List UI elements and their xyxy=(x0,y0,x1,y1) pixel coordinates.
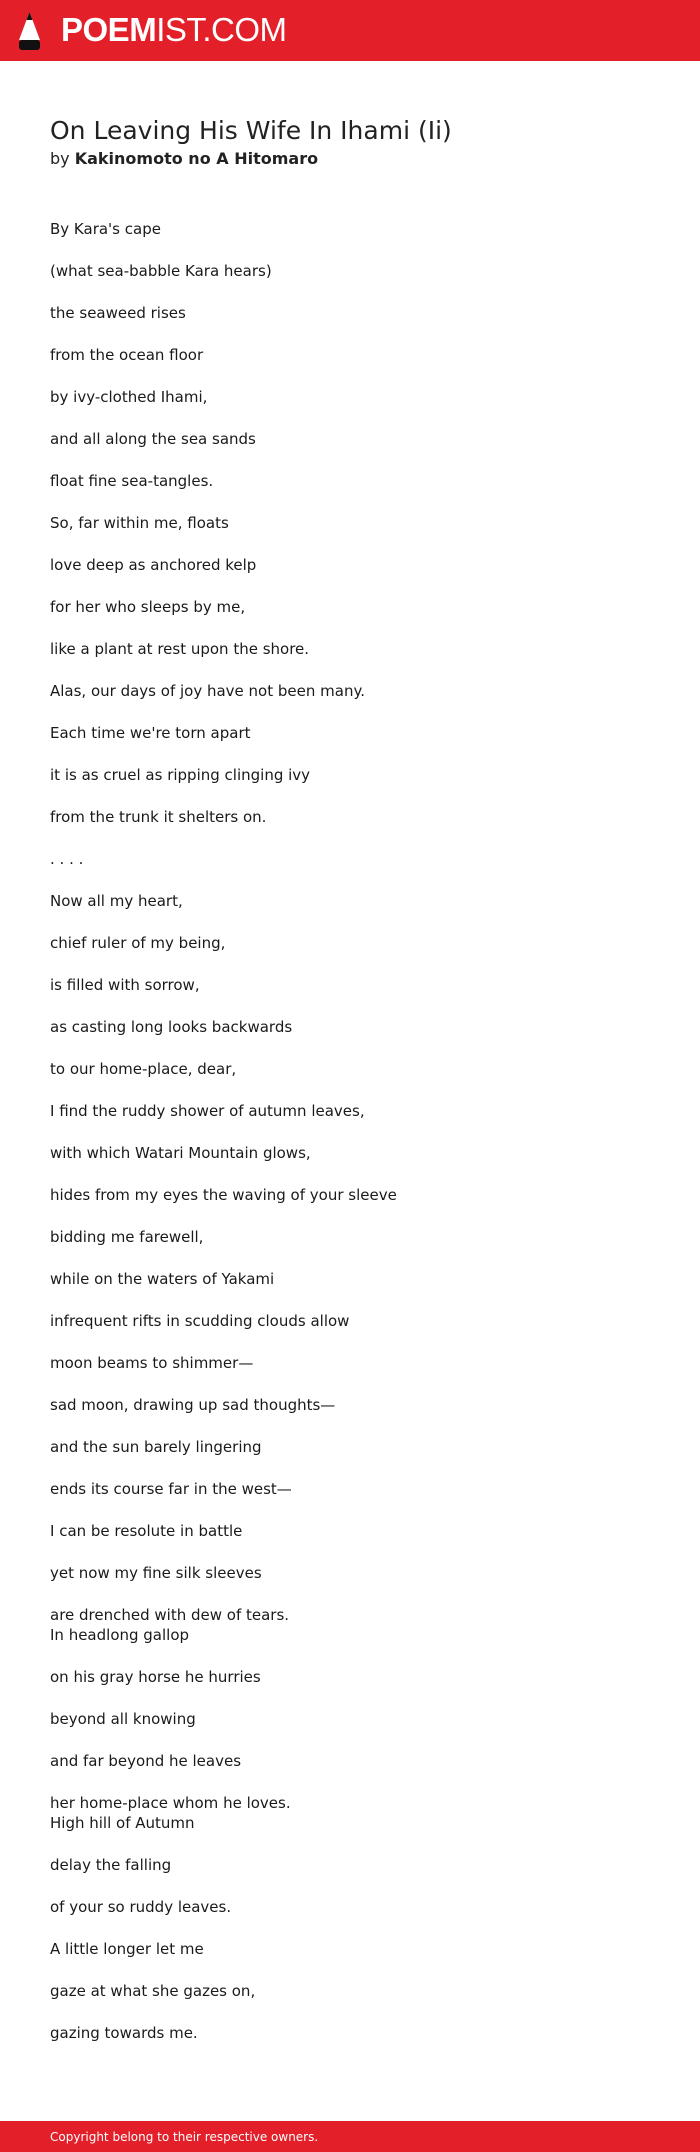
poem-line: and all along the sea sands xyxy=(50,430,256,448)
poem-line: gazing towards me. xyxy=(50,2024,198,2042)
poem-line: Alas, our days of joy have not been many. xyxy=(50,682,365,700)
site-header xyxy=(0,0,700,61)
poem-line: Now all my heart, xyxy=(50,892,183,910)
pencil-logo-icon[interactable] xyxy=(17,11,42,51)
poem-line: by ivy-clothed Ihami, xyxy=(50,388,208,406)
poem-line: for her who sleeps by me, xyxy=(50,598,246,616)
poem-line: from the trunk it shelters on. xyxy=(50,808,267,826)
poem-line: as casting long looks backwards xyxy=(50,1018,293,1036)
author-name[interactable]: Kakinomoto no A Hitomaro xyxy=(74,149,319,168)
poem-line: it is as cruel as ripping clinging ivy xyxy=(50,766,311,784)
poem-line: on his gray horse he hurries xyxy=(50,1668,261,1686)
poem-line: So, far within me, floats xyxy=(50,514,229,532)
poem-line: moon beams to shimmer— xyxy=(50,1354,254,1372)
poem-line: while on the waters of Yakami xyxy=(50,1270,275,1288)
poem-line: sad moon, drawing up sad thoughts— xyxy=(50,1396,336,1414)
poem-title: On Leaving His Wife In Ihami (Ii) xyxy=(50,116,452,145)
poem-line: from the ocean floor xyxy=(50,346,204,364)
poem-line: the seaweed rises xyxy=(50,304,186,322)
poem-line: bidding me farewell, xyxy=(50,1228,204,1246)
poem-line: High hill of Autumn xyxy=(50,1814,195,1832)
poem-line: is filled with sorrow, xyxy=(50,976,200,994)
poem-line: like a plant at rest upon the shore. xyxy=(50,640,310,658)
poem-line: I find the ruddy shower of autumn leaves, xyxy=(50,1102,365,1120)
poem-line: . . . . xyxy=(50,850,84,868)
poem-line: delay the falling xyxy=(50,1856,172,1874)
poem-line: ends its course far in the west— xyxy=(50,1480,292,1498)
poem-line: to our home-place, dear, xyxy=(50,1060,237,1078)
copyright-notice: Copyright belong to their respective owners. xyxy=(50,2130,319,2144)
poem-line: A little longer let me xyxy=(50,1940,204,1958)
poem-line: I can be resolute in battle xyxy=(50,1522,243,1540)
poem-line: infrequent rifts in scudding clouds allow xyxy=(50,1312,350,1330)
poem-line: and the sun barely lingering xyxy=(50,1438,262,1456)
poem-line: are drenched with dew of tears. xyxy=(50,1606,290,1624)
poem-line: float fine sea-tangles. xyxy=(50,472,214,490)
poem-line: In headlong gallop xyxy=(50,1626,190,1644)
poem-line: her home-place whom he loves. xyxy=(50,1794,291,1812)
poem-line: with which Watari Mountain glows, xyxy=(50,1144,311,1162)
poem-line: (what sea-babble Kara hears) xyxy=(50,262,272,280)
byline-prefix: by xyxy=(50,149,70,168)
poem-line: love deep as anchored kelp xyxy=(50,556,257,574)
logo-light-text: IST.COM xyxy=(156,11,287,48)
poem-line: By Kara's cape xyxy=(50,220,161,238)
site-footer xyxy=(0,2121,700,2152)
poem-line: hides from my eyes the waving of your sleeve xyxy=(50,1186,397,1204)
poem-line: beyond all knowing xyxy=(50,1710,196,1728)
poem-line: chief ruler of my being, xyxy=(50,934,226,952)
poem-line: of your so ruddy leaves. xyxy=(50,1898,232,1916)
poem-line: Each time we're torn apart xyxy=(50,724,251,742)
poem-line: yet now my fine silk sleeves xyxy=(50,1564,262,1582)
logo-bold-text: POEM xyxy=(61,11,157,48)
poem-line: gaze at what she gazes on, xyxy=(50,1982,256,2000)
poem-line: and far beyond he leaves xyxy=(50,1752,242,1770)
poem-byline xyxy=(50,148,318,170)
site-logo[interactable] xyxy=(61,8,287,52)
